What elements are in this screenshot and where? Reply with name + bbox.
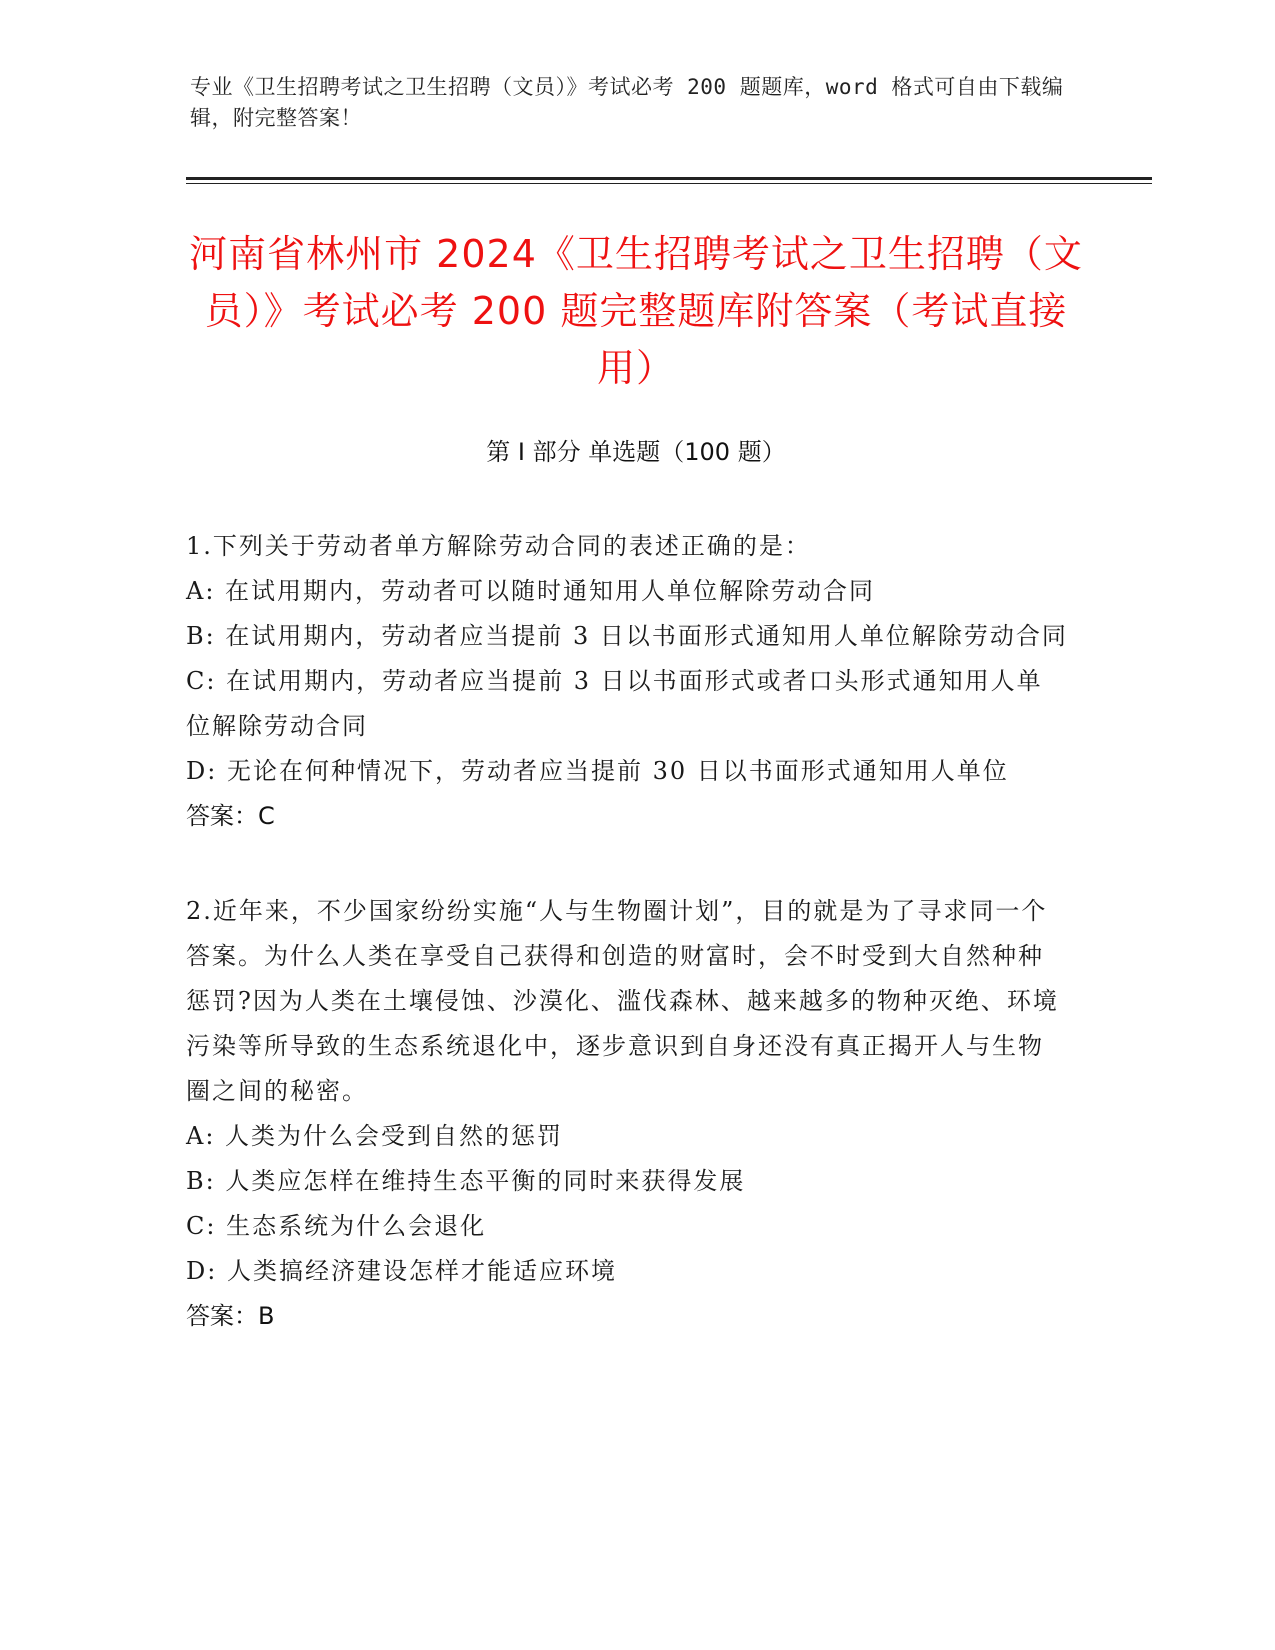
question-stem: 1.下列关于劳动者单方解除劳动合同的表述正确的是：: [186, 532, 811, 560]
question-2: [186, 889, 1068, 1339]
question-list: [186, 524, 1068, 1389]
option-c: C: 生态系统为什么会退化: [186, 1212, 487, 1240]
question-1: [186, 524, 1068, 839]
header-divider-thick: [186, 177, 1152, 180]
option-b: B: 在试用期内，劳动者应当提前 3 日以书面形式通知用人单位解除劳动合同: [186, 622, 1068, 650]
header-note: 专业《卫生招聘考试之卫生招聘（文员）》考试必考 200 题题库，word 格式可自由下载编辑，附完整答案！: [190, 75, 1064, 130]
question-stem: 2.近年来，不少国家纷纷实施“人与生物圈计划”，目的就是为了寻求同一个答案。为什么人类在享受自己获得和创造的财富时，会不时受到大自然种种惩罚?因为人类在土壤侵蚀、沙漠化、滥伐森林、越来越多的物种灭绝、环境污染等所导致的生态系统退化中，逐步意识到自身还没有真正揭开人与生物圈之间的秘密。: [186, 897, 1059, 1105]
document-title: 河南省林州市 2024《卫生招聘考试之卫生招聘（文员）》考试必考 200 题完整题库附答案（考试直接用）: [189, 232, 1083, 390]
answer: 答案：B: [186, 1302, 275, 1330]
option-a: A: 在试用期内，劳动者可以随时通知用人单位解除劳动合同: [186, 577, 876, 605]
option-d: D: 无论在何种情况下，劳动者应当提前 30 日以书面形式通知用人单位: [186, 757, 1009, 785]
option-c: C: 在试用期内，劳动者应当提前 3 日以书面形式或者口头形式通知用人单位解除劳动合同: [186, 667, 1043, 740]
section-title: 第 I 部分 单选题（100 题）: [486, 438, 786, 466]
option-b: B: 人类应怎样在维持生态平衡的同时来获得发展: [186, 1167, 746, 1195]
answer: 答案：C: [186, 802, 275, 830]
option-a: A: 人类为什么会受到自然的惩罚: [186, 1122, 564, 1150]
header-divider-thin: [186, 183, 1152, 184]
option-d: D: 人类搞经济建设怎样才能适应环境: [186, 1257, 617, 1285]
